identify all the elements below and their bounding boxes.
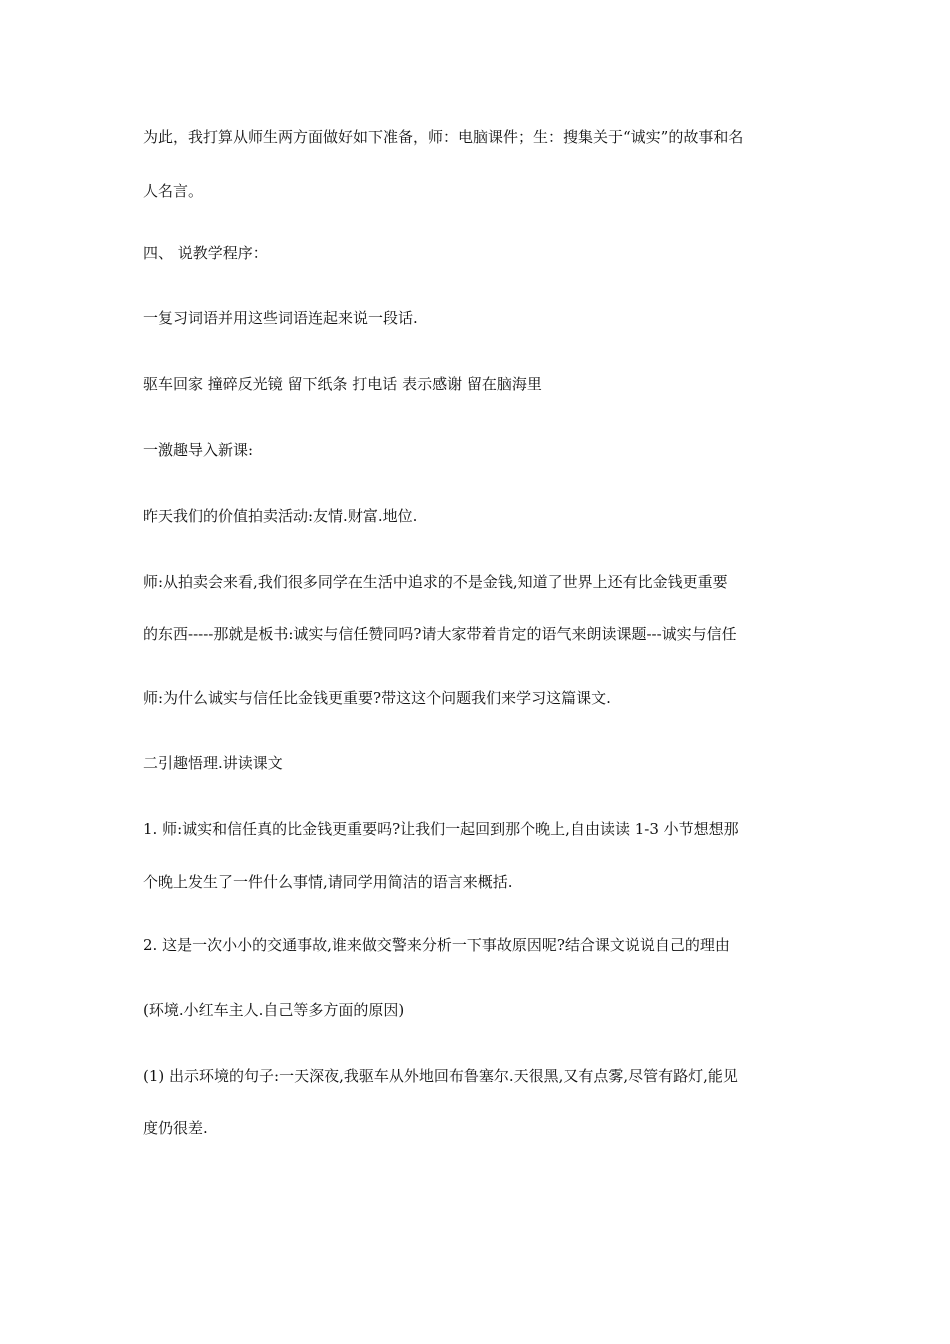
paragraph-line: 的东西-----那就是板书:诚实与信任赞同吗?请大家带着肯定的语气来朗读课题---诚实与信任 <box>143 625 737 643</box>
paragraph-line: 1. 师:诚实和信任真的比金钱更重要吗?让我们一起回到那个晚上,自由读读 1-3 小节想想那 <box>143 820 739 838</box>
paragraph-line: 昨天我们的价值拍卖活动:友情.财富.地位. <box>143 507 418 525</box>
paragraph-line: 个晚上发生了一件什么事情,请同学用简洁的语言来概括. <box>143 873 513 891</box>
paragraph-line: 师:为什么诚实与信任比金钱更重要?带这这个问题我们来学习这篇课文. <box>143 689 611 707</box>
word-list-line: 驱车回家 撞碎反光镜 留下纸条 打电话 表示感谢 留在脑海里 <box>143 375 542 393</box>
paragraph-line: 人名言。 <box>143 182 204 200</box>
paragraph-line: 2. 这是一次小小的交通事故,谁来做交警来分析一下事故原因呢?结合课文说说自己的理由 <box>143 936 730 954</box>
paragraph-line: 度仍很差. <box>143 1119 208 1137</box>
paragraph-line: (环境.小红车主人.自己等多方面的原因) <box>143 1001 405 1019</box>
paragraph-line: 为此，我打算从师生两方面做好如下准备，师：电脑课件；生：搜集关于“诚实”的故事和名 <box>143 128 744 146</box>
section-heading: 四、 说教学程序： <box>143 244 268 262</box>
paragraph-line: (1) 出示环境的句子:一天深夜,我驱车从外地回布鲁塞尔.天很黑,又有点雾,尽管有路灯,能见 <box>143 1067 738 1085</box>
paragraph-line: 二引趣悟理.讲读课文 <box>143 754 283 772</box>
paragraph-line: 师:从拍卖会来看,我们很多同学在生活中追求的不是金钱,知道了世界上还有比金钱更重要 <box>143 573 728 591</box>
paragraph-line: 一激趣导入新课: <box>143 441 254 459</box>
paragraph-line: 一复习词语并用这些词语连起来说一段话. <box>143 309 418 327</box>
